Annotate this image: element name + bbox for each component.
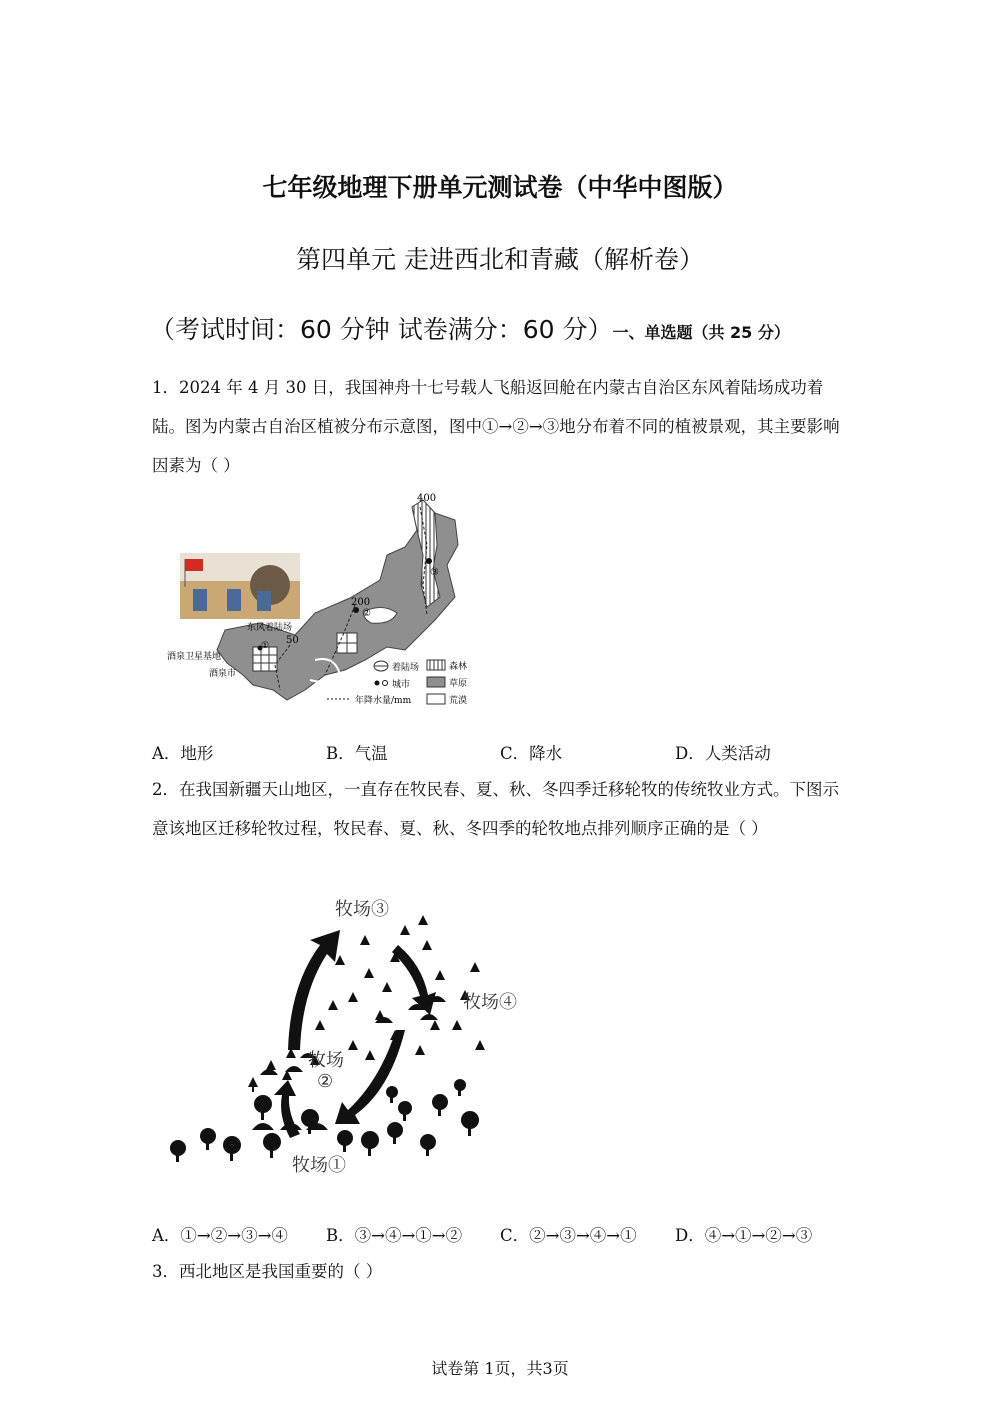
marker-3: ③ bbox=[430, 567, 439, 578]
question-2 bbox=[152, 770, 852, 848]
vegetation-map bbox=[165, 485, 485, 715]
grazing-diagram bbox=[160, 890, 540, 1180]
pasture-4-label: 牧场④ bbox=[463, 992, 517, 1013]
pasture-3-label: 牧场③ bbox=[335, 899, 389, 920]
landing-photo bbox=[180, 553, 300, 619]
legend-city: 城市 bbox=[392, 680, 411, 690]
question-text: 西北地区是我国重要的（ ） bbox=[179, 1262, 383, 1281]
question-number: 2． bbox=[152, 780, 179, 799]
question-text: 2024 年 4 月 30 日，我国神舟十七号载人飞船返回舱在内蒙古自治区东风着陆场成功着陆。图为内蒙古自治区植被分布示意图，图中①→②→③地分布着不同的植被景观，其主要影响因素为（ ） bbox=[152, 378, 840, 475]
question-text: 在我国新疆天山地区，一直存在牧民春、夏、秋、冬四季迁移轮牧的传统牧业方式。下图示意该地区迁移轮牧过程，牧民春、夏、秋、冬四季的轮牧地点排列顺序正确的是（ ） bbox=[152, 780, 839, 838]
arrow-winter-to-spring bbox=[274, 1080, 300, 1138]
q1-option-a[interactable]: A．地形 bbox=[152, 744, 214, 763]
page-subtitle: 第四单元 走进西北和青藏（解析卷） bbox=[296, 245, 704, 274]
arrow-autumn-to-winter bbox=[335, 1030, 405, 1124]
legend-grass: 草原 bbox=[449, 679, 468, 689]
q2-option-d[interactable]: D．④→①→②→③ bbox=[675, 1226, 813, 1245]
pasture-2-label: 牧场 bbox=[308, 1050, 344, 1071]
isohyet-200: 200 bbox=[351, 597, 371, 608]
question-1 bbox=[152, 368, 852, 485]
question-number: 3． bbox=[152, 1262, 179, 1281]
section-heading: 一、单选题（共 25 分） bbox=[612, 323, 790, 342]
marker-1: ① bbox=[261, 641, 270, 651]
legend-forest: 森林 bbox=[449, 662, 468, 672]
question-number: 1． bbox=[152, 378, 179, 397]
legend-landing: 着陆场 bbox=[392, 663, 420, 673]
jiuquan-base-label: 酒泉卫星基地 bbox=[167, 652, 222, 662]
arrow-spring-to-summer bbox=[288, 930, 340, 1050]
legend-desert: 荒漠 bbox=[449, 696, 468, 706]
q1-option-d[interactable]: D．人类活动 bbox=[675, 744, 771, 763]
q2-option-c[interactable]: C．②→③→④→① bbox=[500, 1226, 637, 1245]
q2-option-a[interactable]: A．①→②→③→④ bbox=[152, 1226, 288, 1245]
jiuquan-city-label: 酒泉市 bbox=[209, 669, 237, 679]
page-footer: 试卷第 1页，共3页 bbox=[431, 1359, 569, 1378]
q1-option-b[interactable]: B．气温 bbox=[326, 744, 388, 763]
q2-option-b[interactable]: B．③→④→①→② bbox=[326, 1226, 463, 1245]
isohyet-50: 50 bbox=[286, 635, 299, 646]
legend-rain: 年降水量/mm bbox=[355, 696, 412, 706]
pasture-1-label: 牧场① bbox=[292, 1155, 346, 1176]
pasture-2-number: ② bbox=[317, 1071, 334, 1092]
question-3 bbox=[152, 1252, 852, 1291]
isohyet-400: 400 bbox=[417, 493, 437, 504]
dongfeng-label: 东风着陆场 bbox=[247, 623, 293, 633]
marker-2: ② bbox=[362, 608, 371, 619]
page-title: 七年级地理下册单元测试卷（中华中图版） bbox=[262, 173, 738, 202]
exam-info: （考试时间：60 分钟 试卷满分：60 分） bbox=[150, 315, 613, 344]
exam-info-line bbox=[150, 310, 790, 346]
q1-option-c[interactable]: C．降水 bbox=[500, 744, 563, 763]
arrow-summer-to-autumn bbox=[392, 945, 436, 1015]
